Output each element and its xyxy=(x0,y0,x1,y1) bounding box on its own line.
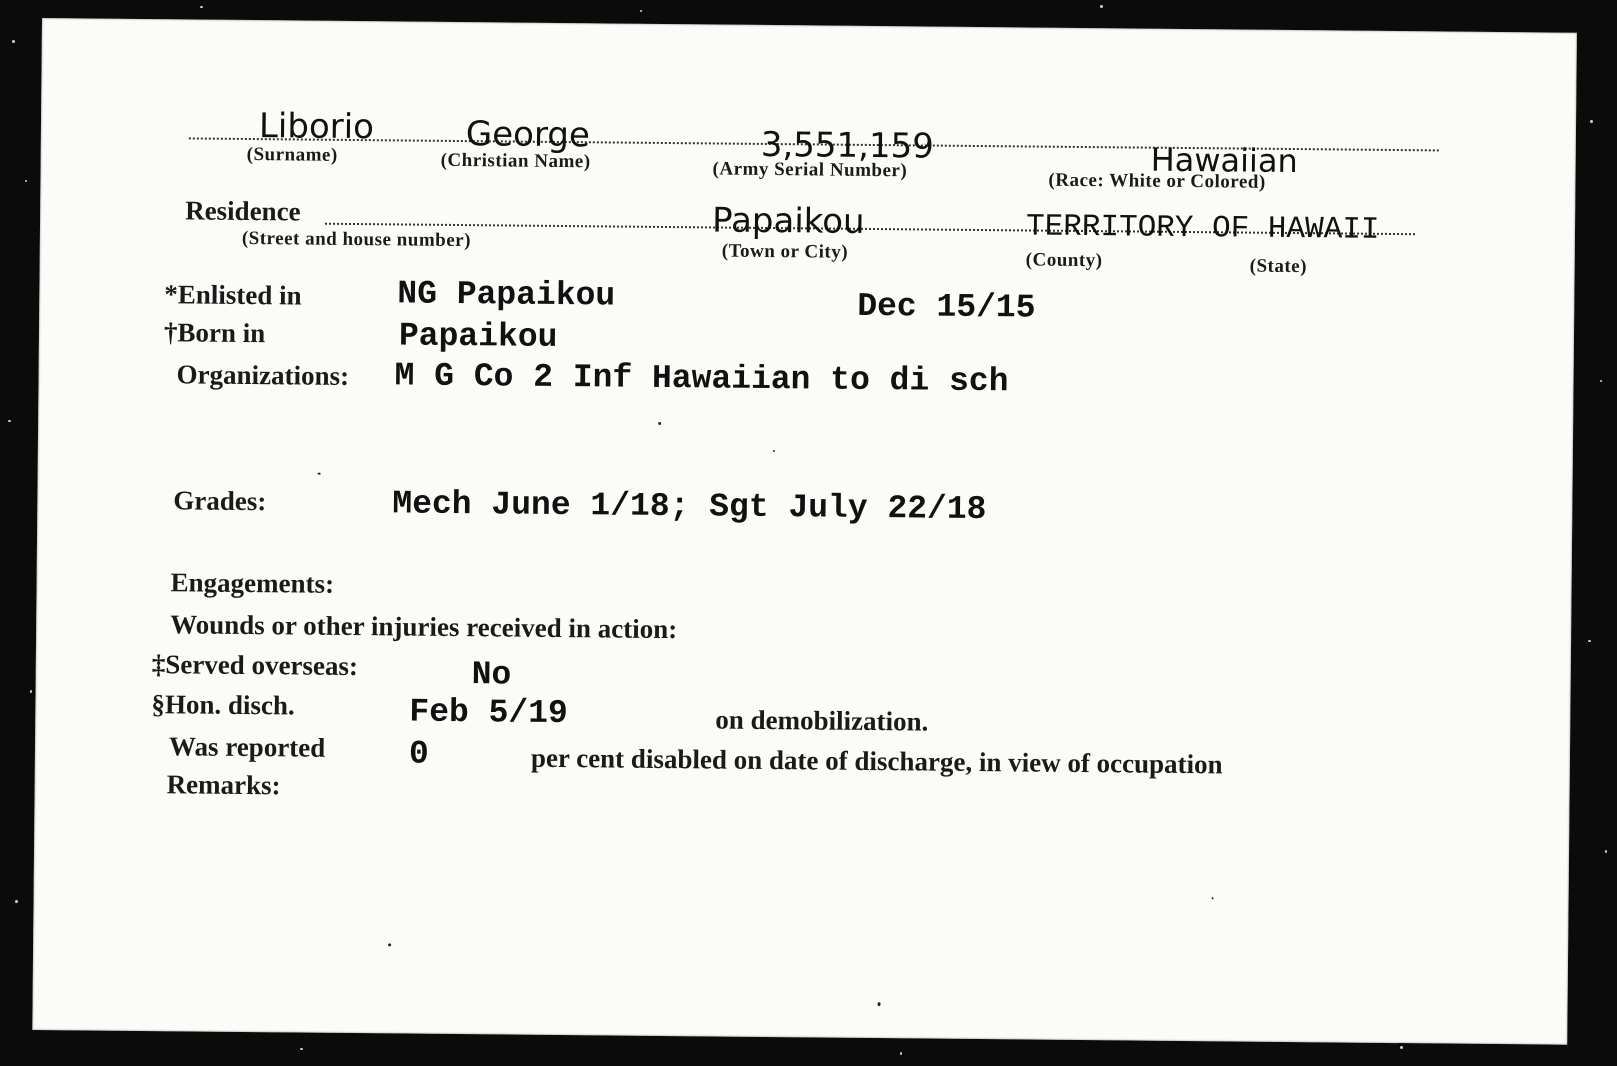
scan-mark xyxy=(388,943,391,946)
wounds-label: Wounds or other injuries received in action: xyxy=(170,609,678,645)
remarks-label: Remarks: xyxy=(166,769,281,801)
county-caption: (County) xyxy=(1025,249,1103,272)
scan-mark xyxy=(878,1002,881,1006)
race-caption: (Race: White or Colored) xyxy=(1048,169,1266,193)
scan-mark xyxy=(1212,897,1214,899)
engagements-label: Engagements: xyxy=(170,567,335,599)
street-caption: (Street and house number) xyxy=(241,227,472,252)
served-overseas-value: No xyxy=(471,656,512,694)
surname-caption: (Surname) xyxy=(246,143,338,166)
scan-mark xyxy=(773,450,775,452)
hon-disch-date: Feb 5/19 xyxy=(409,693,568,733)
surname-value: Liborio xyxy=(258,106,375,148)
grades-label: Grades: xyxy=(173,485,267,517)
disability-percent-value: 0 xyxy=(408,735,429,773)
county-state-value: TERRITORY OF HAWAII xyxy=(1025,209,1380,248)
race-value: Hawaiian xyxy=(1150,140,1298,181)
disability-text: per cent disabled on date of discharge, in view of occupation xyxy=(530,742,1223,780)
enlisted-value: NG Papaikou xyxy=(397,275,616,315)
residence-label: Residence xyxy=(185,195,301,227)
scan-mark xyxy=(658,422,661,425)
state-caption: (State) xyxy=(1249,255,1308,278)
served-overseas-label: ‡Served overseas: xyxy=(151,649,359,682)
town-caption: (Town or City) xyxy=(721,240,849,263)
born-value: Papaikou xyxy=(398,317,558,356)
service-record-card xyxy=(32,18,1577,1045)
organizations-value: M G Co 2 Inf Hawaiian to di sch xyxy=(394,357,1009,401)
town-value: Papaikou xyxy=(711,200,865,242)
christian-name-caption: (Christian Name) xyxy=(440,149,591,173)
demobilization-text: on demobilization. xyxy=(715,704,929,737)
born-label: †Born in xyxy=(163,317,266,349)
christian-name-value: George xyxy=(465,114,591,156)
organizations-label: Organizations: xyxy=(176,359,350,391)
enlisted-date: Dec 15/15 xyxy=(857,287,1036,327)
was-reported-label: Was reported xyxy=(168,731,326,763)
serial-number-caption: (Army Serial Number) xyxy=(712,158,908,182)
enlisted-label: *Enlisted in xyxy=(164,279,302,311)
grades-value: Mech June 1/18; Sgt July 22/18 xyxy=(392,485,987,529)
serial-number-value: 3,551,159 xyxy=(760,124,935,167)
hon-disch-label: §Hon. disch. xyxy=(151,689,295,721)
scan-mark xyxy=(318,473,321,475)
